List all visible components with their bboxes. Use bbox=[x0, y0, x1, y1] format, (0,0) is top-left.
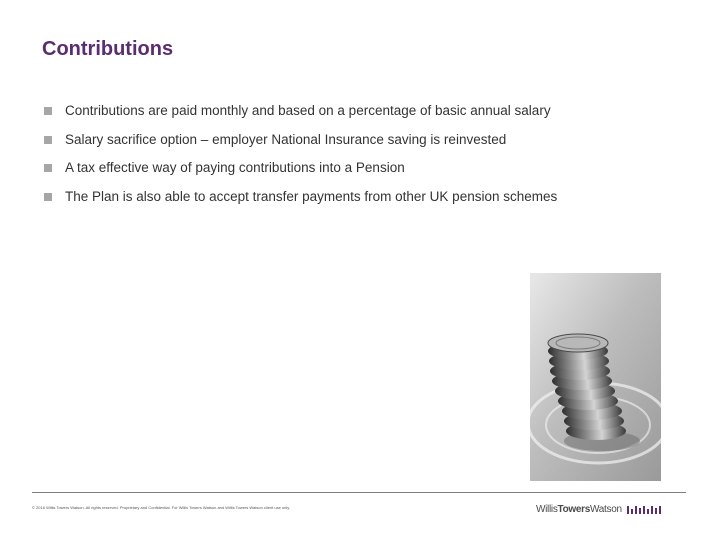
bullet-item bbox=[44, 132, 557, 161]
bullet-item bbox=[44, 160, 557, 189]
brand-towers: Towers bbox=[557, 504, 590, 515]
bullet-text: A tax effective way of paying contributions into a Pension bbox=[65, 160, 405, 175]
footer-divider bbox=[32, 492, 686, 493]
brand-watson: Watson bbox=[590, 504, 622, 515]
bullet-list bbox=[44, 103, 557, 217]
slide-title: Contributions bbox=[42, 38, 174, 60]
wtw-logo-mark-icon bbox=[627, 505, 661, 515]
bullet-text: The Plan is also able to accept transfer payments from other UK pension schemes bbox=[65, 188, 558, 204]
bullet-item bbox=[44, 103, 557, 132]
brand-willis: Willis bbox=[536, 504, 558, 515]
square-bullet-icon bbox=[44, 193, 52, 201]
square-bullet-icon bbox=[44, 164, 52, 172]
bullet-text: Salary sacrifice option – employer National Insurance saving is reinvested bbox=[65, 131, 507, 147]
bullet-text: Contributions are paid monthly and based on a percentage of basic annual salary bbox=[65, 103, 551, 118]
square-bullet-icon bbox=[44, 136, 52, 144]
brand-wordmark bbox=[536, 504, 622, 515]
square-bullet-icon bbox=[44, 107, 52, 115]
bullet-item bbox=[44, 189, 557, 218]
coin-stack-image bbox=[530, 273, 661, 481]
footer-copyright: © 2016 Willis Towers Watson. All rights reserved. Proprietary and Confidential. For Willis Towers Watson and Willis Towers Watson client use only. bbox=[32, 505, 291, 510]
